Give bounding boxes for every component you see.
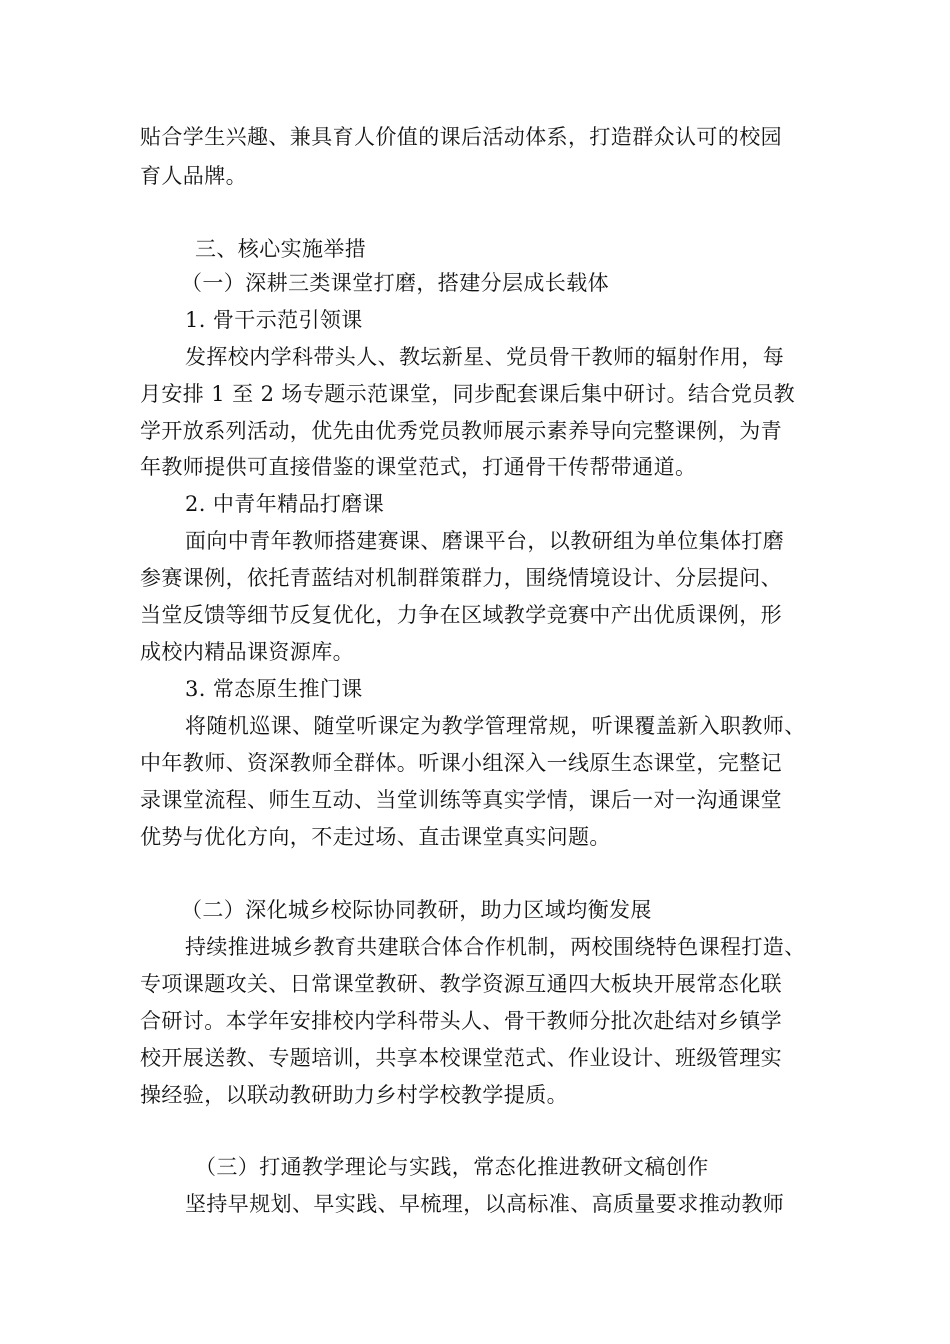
- subsection-heading: （二）深化城乡校际协同教研，助力区域均衡发展: [181, 898, 652, 922]
- paragraph-line: 月安排 1 至 2 场专题示范课堂，同步配套课后集中研讨。结合党员教: [140, 382, 796, 406]
- paragraph-line: 成校内精品课资源库。: [140, 640, 354, 664]
- item-heading: 1. 骨干示范引领课: [185, 308, 363, 332]
- paragraph-line: 中年教师、资深教师全群体。听课小组深入一线原生态课堂，完整记: [140, 751, 782, 775]
- item-heading: 2. 中青年精品打磨课: [185, 492, 385, 516]
- paragraph-line: 学开放系列活动，优先由优秀党员教师展示素养导向完整课例，为青: [140, 419, 782, 443]
- paragraph-line: 面向中青年教师搭建赛课、磨课平台，以教研组为单位集体打磨: [185, 529, 785, 553]
- paragraph-line: 持续推进城乡教育共建联合体合作机制，两校围绕特色课程打造、: [185, 935, 806, 959]
- paragraph-line: 坚持早规划、早实践、早梳理，以高标准、高质量要求推动教师: [185, 1192, 785, 1216]
- paragraph-line: 育人品牌。: [140, 164, 247, 188]
- item-heading: 3. 常态原生推门课: [185, 677, 363, 701]
- paragraph-line: 将随机巡课、随堂听课定为教学管理常规，听课覆盖新入职教师、: [185, 714, 806, 738]
- paragraph-line: 操经验，以联动教研助力乡村学校教学提质。: [140, 1083, 568, 1107]
- section-heading: 三、核心实施举措: [195, 237, 367, 261]
- paragraph-line: 参赛课例，依托青蓝结对机制群策群力，围绕情境设计、分层提问、: [140, 566, 782, 590]
- paragraph-line: 当堂反馈等细节反复优化，力争在区域教学竞赛中产出优质课例，形: [140, 603, 782, 627]
- paragraph-line: 贴合学生兴趣、兼具育人价值的课后活动体系，打造群众认可的校园: [140, 125, 782, 149]
- paragraph-line: 优势与优化方向，不走过场、直击课堂真实问题。: [140, 825, 611, 849]
- paragraph-line: 发挥校内学科带头人、教坛新星、党员骨干教师的辐射作用，每: [185, 345, 785, 369]
- paragraph-line: 专项课题攻关、日常课堂教研、教学资源互通四大板块开展常态化联: [140, 972, 782, 996]
- subsection-heading: （一）深耕三类课堂打磨，搭建分层成长载体: [181, 271, 609, 295]
- paragraph-line: 合研讨。本学年安排校内学科带头人、骨干教师分批次赴结对乡镇学: [140, 1009, 782, 1033]
- paragraph-line: 年教师提供可直接借鉴的课堂范式，打通骨干传帮带通道。: [140, 455, 697, 479]
- subsection-heading: （三）打通教学理论与实践，常态化推进教研文稿创作: [195, 1155, 709, 1179]
- paragraph-line: 录课堂流程、师生互动、当堂训练等真实学情，课后一对一沟通课堂: [140, 788, 782, 812]
- paragraph-line: 校开展送教、专题培训，共享本校课堂范式、作业设计、班级管理实: [140, 1046, 782, 1070]
